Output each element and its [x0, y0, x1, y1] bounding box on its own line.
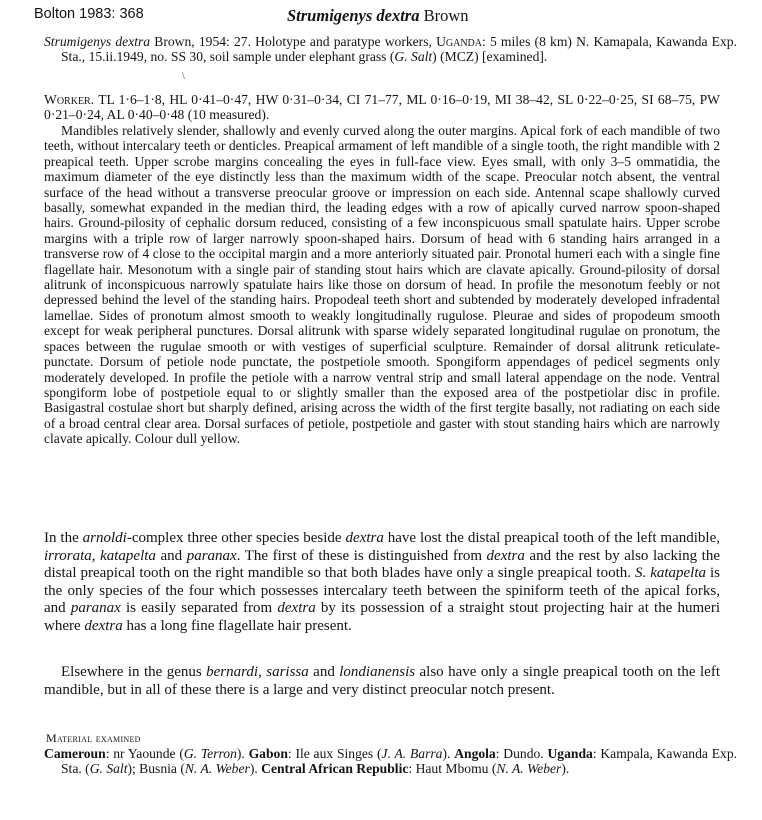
discussion-paragraph-1: In the arnoldi-complex three other species beside dextra have lost the distal preapical tooth of the left mandible, irrorata, katapelta and paranax. The first of these is distinguished from dextra and the rest by also lacking the distal preapical tooth on the right mandible so that both blades have only a single preapical tooth. S. katapelta is the only species of the four which possesses intercalary teeth between the spiniform teeth of the apical forks, and paranax is easily separated from dextra by its possession of a straight stout projecting hair at the humeri where dextra has a long fine flagellate hair present. [44, 530, 721, 634]
margin-mark: \ [182, 71, 185, 82]
worker-label: Worker [44, 92, 91, 107]
discussion-paragraph-2: Elsewhere in the genus bernardi, sarissa and londianensis also have only a single preapical tooth on the left mandible, but in all of these there is a large and very distinct preocular notch present. [44, 664, 720, 698]
material-heading: Material examined [46, 731, 141, 745]
worker-description: Mandibles relatively slender, shallowly and evenly curved along the outer margins. Apical fork of each mandible of two teeth, without intercalary teeth or denticles. Preapical armament of left mandible of a single tooth, the right mandible with 2 preapical teeth. Upper scrobe margins concealing the eyes in full-face view. Eyes small, with only 3–5 ommatidia, the maximum diameter of the eye distinctly less than the maximum width of the scape. Preocular notch absent, the ventral surface of the head without a transverse preocular groove or impression on each side. Antennal scape shallowly curved basally, somewhat expanded in the median third, the leading edges with a row of apically curved narrow spoon-shaped hairs. Ground-pilosity of cephalic dorsum reduced, consisting of a few inconspicuous small spatulate hairs. Upper scrobe margins with a triple row of larger narrowly spoon-shaped hairs. Dorsum of head with 6 standing hairs arranged in a transverse row of 4 close to the occipital margin and a more anteriorly situated pair. Pronotal humeri each with a single fine flagellate hair. Mesonotum with a single pair of standing stout hairs which are clavate apically. Ground-pilosity of dorsal alitrunk of inconspicuous narrowly spatulate hairs like those on dorsum of head. In profile the mesonotum feebly or not depressed behind the level of the standing hairs. Propodeal teeth short and subtended by moderately developed infradental lamellae. Sides of pronotum almost smooth to weakly longitudinally rugulose. Pleurae and sides of propodeum smooth except for weak peripheral punctures. Dorsal alitrunk with sparse widely separated longitudinal rugulae on pronotum, the spaces between the rugulae smooth or with vestiges of superficial sculpture. Remainder of dorsal alitrunk reticulate-punctate. Dorsum of petiole node punctate, the postpetiole smooth. Spongiform appendages of pedicel segments only moderately developed. In profile the petiole with a narrow ventral strip and small lateral appendage on the node. Ventral spongiform lobe of postpetiole equal to or slightly smaller than the exposed area of the postpetiolar disc in profile. Basigastral costulae short but sharply defined, arising across the width of the first tergite basally, not radiating on each side of a broad central clear area. Dorsal surfaces of petiole, postpetiole and gaster with stout standing hairs which are narrowly clavate apically. Colour dull yellow. [44, 123, 720, 447]
page-reference: Bolton 1983: 368 [34, 6, 144, 22]
synonymy-paragraph: Strumigenys dextra Brown, 1954: 27. Holotype and paratype workers, Uganda: 5 miles (8 km) N. Kamapala, Kawanda Exp. Sta., 15.ii.1949, no. SS 30, soil sample under elephant grass (G. Salt) (MCZ) [examined]. [44, 34, 737, 65]
material-list: Cameroun: nr Yaounde (G. Terron). Gabon: Ile aux Singes (J. A. Barra). Angola: Dundo. Uganda: Kampala, Kawanda Exp. Sta. (G. Salt); Busnia (N. A. Weber). Central African Republic: Haut Mbomu (N. A. Weber). [44, 746, 738, 777]
species-author: Brown [419, 6, 469, 25]
synonymy-name: Strumigenys dextra [44, 34, 151, 49]
species-name: Strumigenys dextra [287, 6, 420, 25]
type-country: Uganda [436, 34, 482, 49]
species-title [287, 6, 469, 26]
collector-name: G. Salt [394, 49, 433, 65]
worker-measurements: Worker. TL 1·6–1·8, HL 0·41–0·47, HW 0·31–0·34, CI 71–77, ML 0·16–0·19, MI 38–42, SL 0·22–0·25, SI 68–75, PW 0·21–0·24, AL 0·40–0·48 (10 measured). [44, 92, 720, 123]
